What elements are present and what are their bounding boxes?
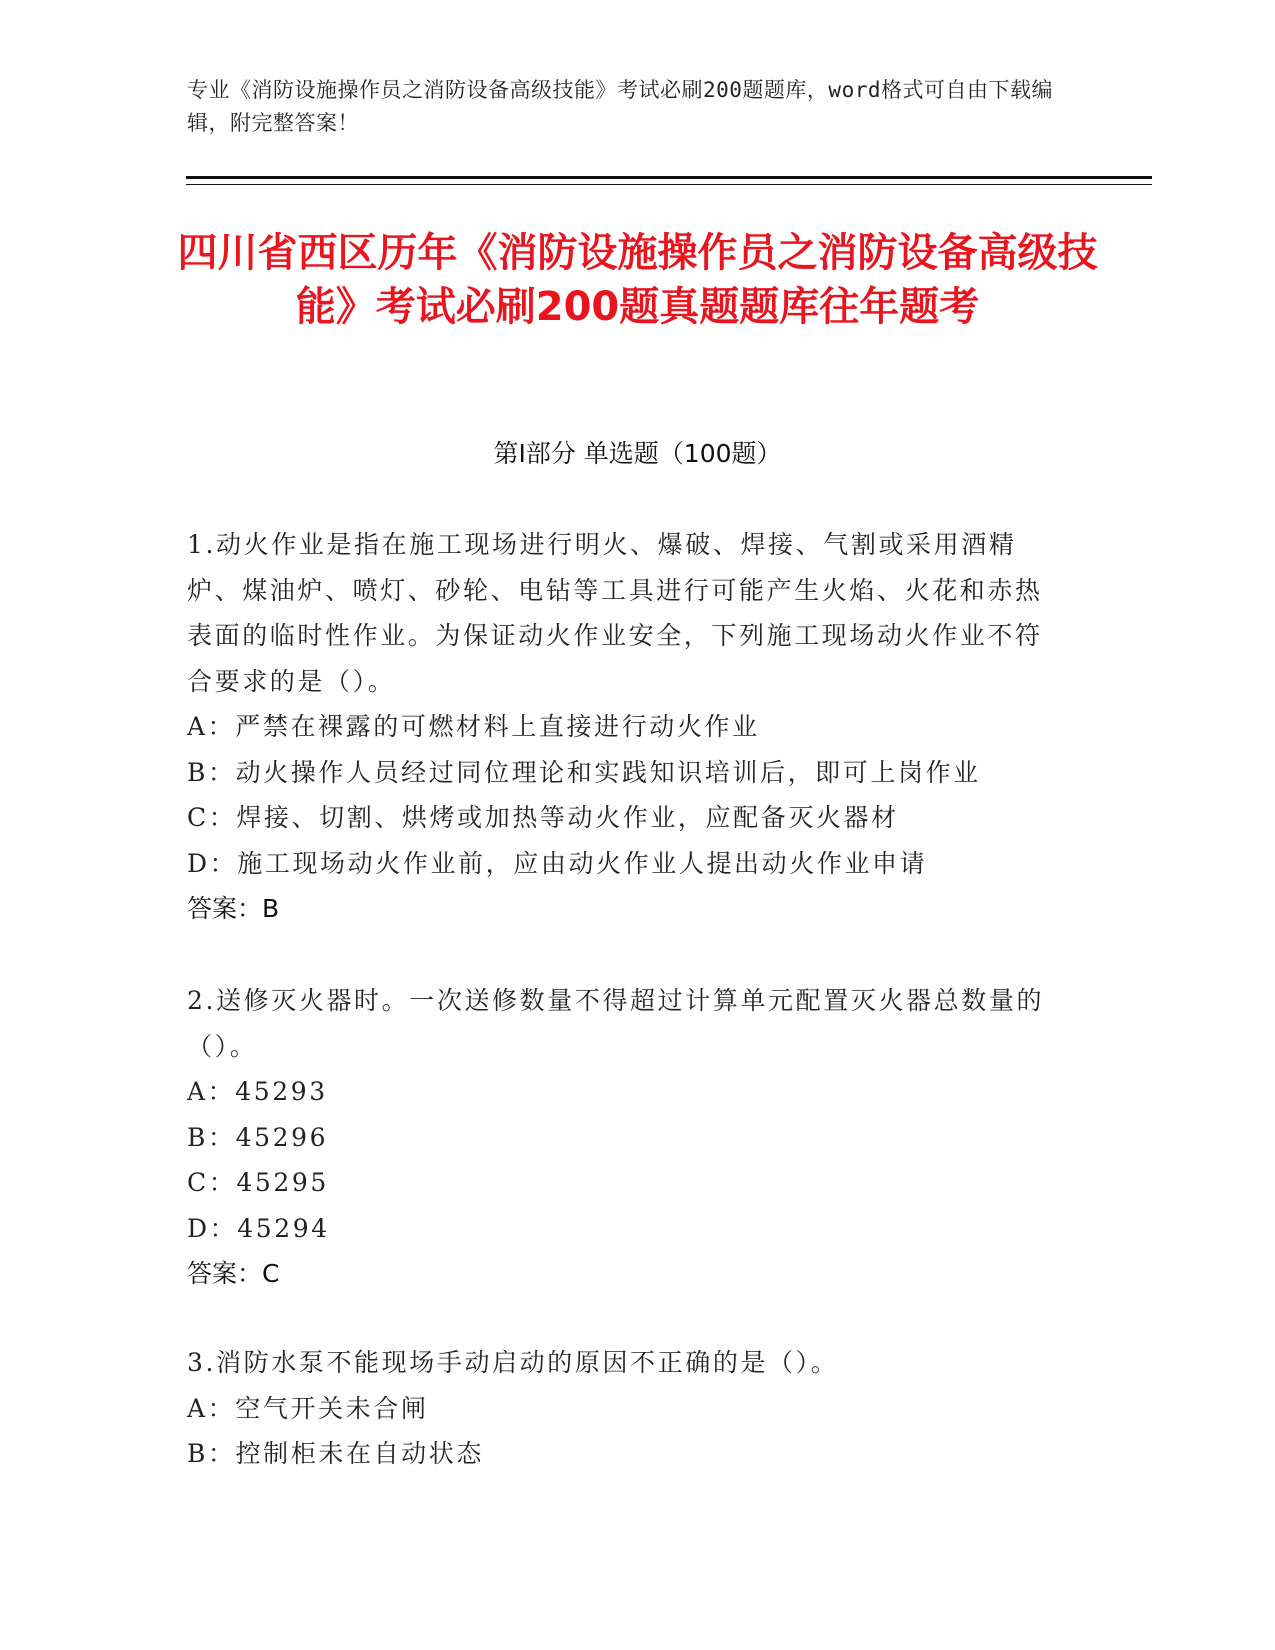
option-c: C：焊接、切割、烘烤或加热等动火作业，应配备灭火器材 (187, 803, 899, 832)
question-1 (187, 522, 1067, 932)
option-a: A：45293 (187, 1077, 328, 1106)
question-3 (187, 1340, 1067, 1477)
answer: 答案：B (187, 894, 280, 923)
header-note: 专业《消防设施操作员之消防设备高级技能》考试必刷200题题库，word格式可自由下载编辑，附完整答案！ (187, 78, 1053, 135)
answer: 答案：C (187, 1259, 280, 1288)
header-divider-thick (186, 176, 1152, 179)
option-d: D：施工现场动火作业前，应由动火作业人提出动火作业申请 (187, 848, 928, 878)
option-b: B：控制柜未在自动状态 (187, 1439, 484, 1468)
question-text: 2.送修灭火器时。一次送修数量不得超过计算单元配置灭火器总数量的（）。 (187, 986, 1045, 1061)
question-text: 1.动火作业是指在施工现场进行明火、爆破、焊接、气割或采用酒精炉、煤油炉、喷灯、砂轮、电钻等工具进行可能产生火焰、火花和赤热表面的临时性作业。为保证动火作业安全，下列施工现场动火作业不符合要求的是（）。 (187, 530, 1043, 696)
option-a: A：空气开关未合闸 (187, 1393, 429, 1423)
question-2 (187, 978, 1067, 1297)
option-c: C：45295 (187, 1168, 329, 1197)
header-divider-thin (186, 184, 1152, 185)
document-title: 四川省西区历年《消防设施操作员之消防设备高级技能》考试必刷200题真题题库往年题考 (177, 230, 1098, 330)
option-b: B：45296 (187, 1122, 329, 1152)
section-title: 第I部分 单选题（100题） (493, 439, 782, 468)
option-a: A：严禁在裸露的可燃材料上直接进行动火作业 (187, 712, 760, 741)
option-d: D：45294 (187, 1213, 330, 1243)
option-b: B：动火操作人员经过同位理论和实践知识培训后，即可上岗作业 (187, 757, 981, 787)
question-text: 3.消防水泵不能现场手动启动的原因不正确的是（）。 (187, 1348, 839, 1377)
